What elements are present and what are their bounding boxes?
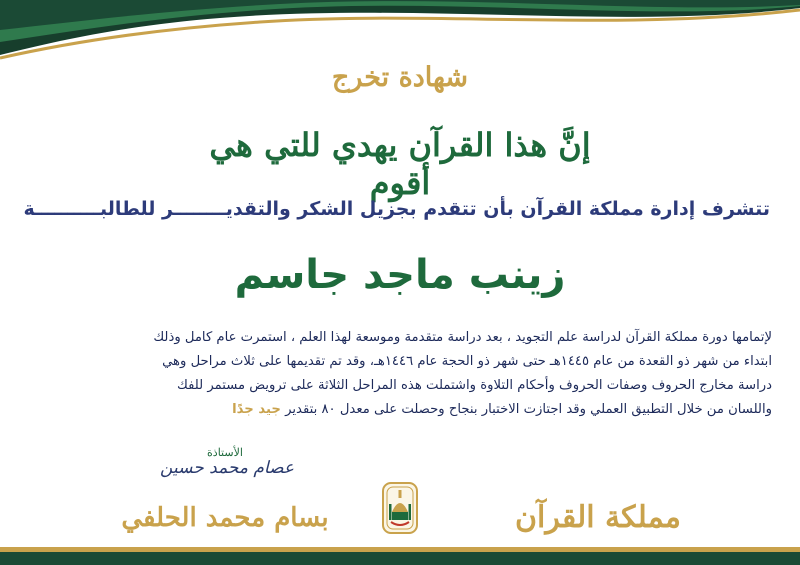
certificate-body [30,326,772,422]
brand-logo: مملكة القرآن [514,500,681,535]
body-line-text: واللسان من خلال التطبيق العملي وقد اجتازت الاختبار بنجاح وحصلت على معدل ٨٠ بتقدير [285,402,772,417]
footer-green-band [0,552,800,565]
mosque-emblem-icon [382,482,418,534]
quran-verse: إنَّ هذا القرآن يهدي للتي هي أقوم [209,126,591,202]
intro-text: تتشرف إدارة مملكة القرآن بأن تتقدم بجزيل الشكر والتقديــــــــر للطالبــــــــــة [23,198,770,220]
teacher-signature: عصام محمد حسين [160,458,294,478]
grade-text: جيد جدًا [232,402,281,417]
director-signature: بسام محمد الحلفي [121,503,329,533]
header-wave-decoration [0,0,800,70]
body-line: دراسة مخارج الحروف وصفات الحروف وأحكام التلاوة واشتملت هذه المراحل الثلاثة على ترويض مستمر للفك [176,378,772,393]
body-line: ابتداء من شهر ذو القعدة من عام ١٤٤٥هـ حتى شهر ذو الحجة عام ١٤٤٦هـ، وقد تم تقديمها على ثلاث مراحل وهي [162,354,772,369]
body-line-final [30,398,772,422]
certificate-title: شهادة تخرج [331,62,469,93]
teacher-caption: الأستاذة [207,446,243,459]
student-name: زينب ماجد جاسم [234,252,566,298]
body-line: لإتمامها دورة مملكة القرآن لدراسة علم التجويد ، بعد دراسة متقدمة وموسعة لهذا العلم ، استمرت عام كامل وذلك [153,330,772,345]
